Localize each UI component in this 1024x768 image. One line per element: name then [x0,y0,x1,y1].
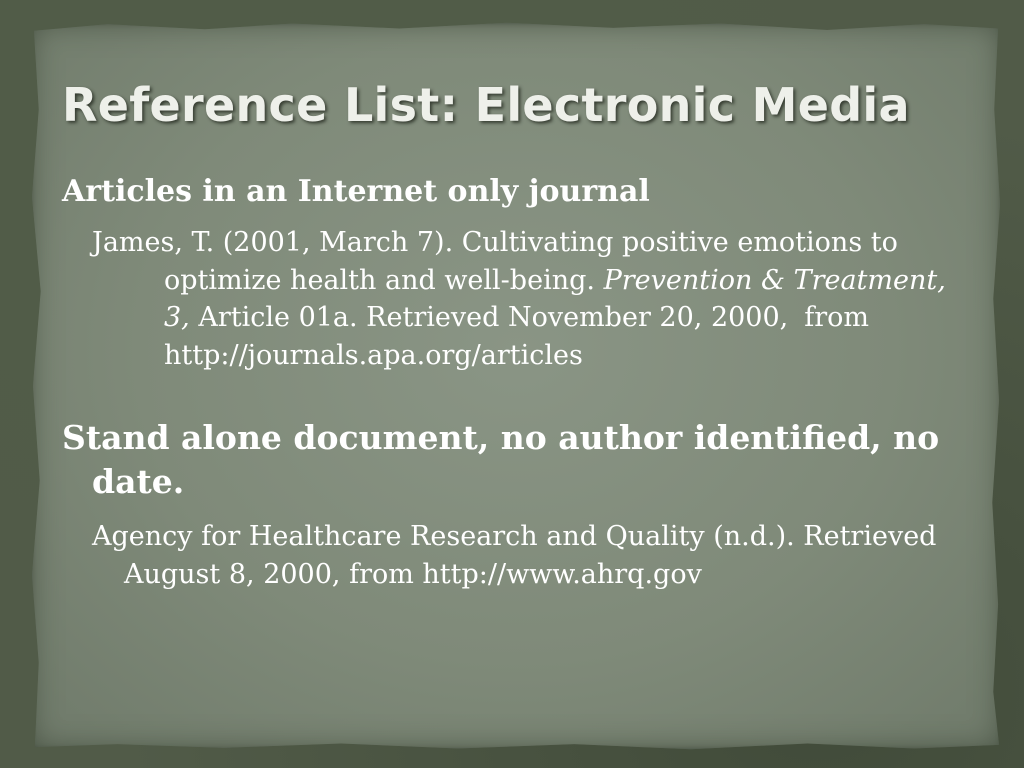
reference-entry-ahrq [62,518,967,593]
reference-entry-james [62,224,967,374]
slide-title: Reference List: Electronic Media [62,78,910,132]
reference-text: Article 01a. Retrieved November 20, 2000, [198,302,789,333]
reference-text: Agency for Healthcare Research and Quality (n.d.). Retrieved [92,521,937,552]
journal-title-italic: Prevention & Treatment, 3, [164,264,946,333]
slide-content [62,172,967,593]
reference-url: August 8, 2000, from http://www.ahrq.gov [124,558,702,590]
section-heading-standalone-document: Stand alone document, no author identified, no date. [62,418,940,501]
reference-url: from http://journals.apa.org/articles [164,302,870,371]
reference-text: James, T. (2001, March 7). Cultivating positive emotions to optimize health and well-being. [92,227,898,296]
section-heading-internet-journal: Articles in an Internet only journal [62,174,650,209]
